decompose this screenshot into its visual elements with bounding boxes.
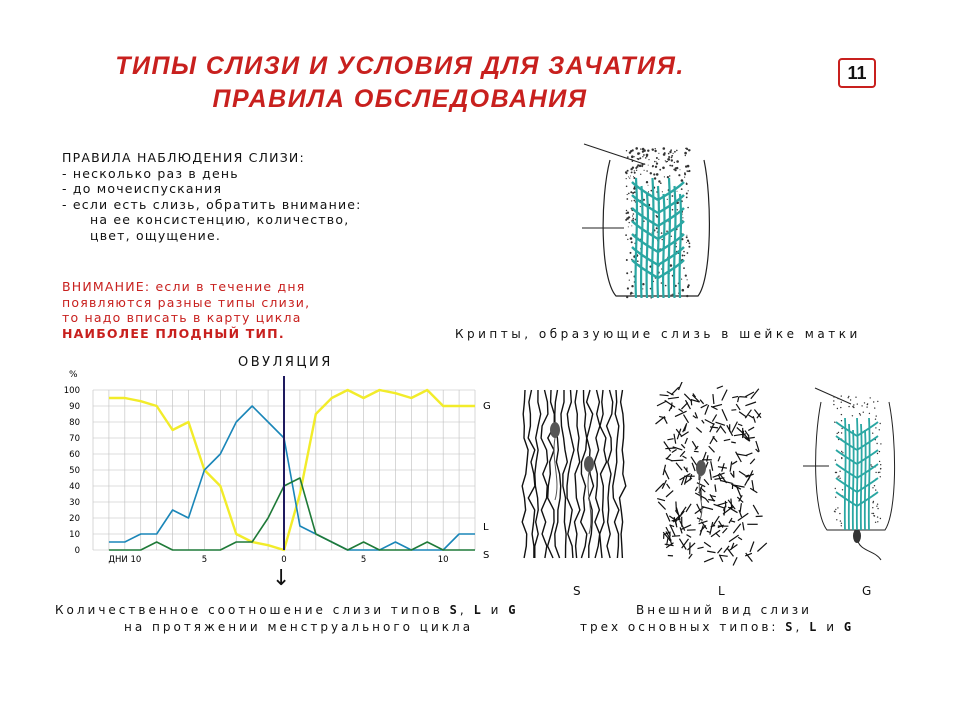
y-tick-label: 80 [69, 418, 80, 428]
mucus-s-drawing [522, 390, 626, 558]
y-tick-label: 60 [69, 450, 80, 460]
mucus-caption-line2 [580, 620, 854, 634]
warning-line: НАИБОЛЕЕ ПЛОДНЫЙ ТИП. [62, 325, 285, 341]
caption-type-l: L [473, 603, 484, 617]
warning-line: появляются разные типы слизи, [62, 294, 311, 310]
caption-comma: , [459, 603, 467, 617]
series-label-g: G [483, 401, 491, 412]
caption-and: и [826, 620, 838, 634]
x-tick-label: ДНИ 10 [108, 555, 142, 565]
caption-text: трех основных типов: [580, 620, 786, 634]
rule-item-continuation: на ее консистенцию, количество, [90, 212, 350, 227]
y-tick-label: 100 [63, 386, 80, 396]
chart-x-ticks [108, 555, 448, 565]
chart-series [109, 376, 475, 550]
mucus-ratio-chart [50, 370, 500, 570]
rules-heading: ПРАВИЛА НАБЛЮДЕНИЯ СЛИЗИ: [62, 150, 305, 165]
ovulation-label: ОВУЛЯЦИЯ [238, 355, 333, 370]
chart-caption-line1 [55, 603, 519, 617]
x-tick-label: 10 [437, 555, 449, 565]
crypt-fingers [632, 178, 684, 298]
chart-series-labels [483, 401, 491, 561]
caption-type-g: G [843, 620, 855, 634]
series-label-s: S [483, 550, 490, 561]
warning-line: ВНИМАНИЕ: если в течение дня [62, 279, 306, 294]
caption-comma: , [795, 620, 803, 634]
x-tick-label: 5 [360, 555, 367, 565]
chart-caption-line2: на протяжении менструального цикла [124, 620, 474, 634]
rule-item: - до мочеиспускания [62, 181, 223, 196]
mucus-label-s: S [573, 584, 581, 598]
caption-type-g: G [508, 603, 519, 617]
x-tick-label: 5 [201, 555, 208, 565]
y-tick-label: 30 [69, 498, 80, 508]
page-number-badge: 11 [838, 58, 876, 88]
rule-item: - несколько раз в день [62, 165, 239, 181]
mucus-types-illustration [515, 382, 905, 572]
cervical-crypts-illustration [578, 138, 728, 308]
y-tick-label: 50 [69, 466, 80, 476]
ovulation-arrow-icon: ↓ [272, 566, 291, 591]
rule-item-continuation: цвет, ощущение. [90, 227, 222, 243]
rule-item: - если есть слизь, обратить внимание: [62, 196, 362, 212]
caption-type-s: S [449, 603, 460, 617]
page-subtitle: ПРАВИЛА ОБСЛЕДОВАНИЯ [212, 85, 588, 113]
mucus-label-g: G [862, 584, 872, 598]
mucus-g-drawing [803, 388, 895, 560]
observation-rules [62, 150, 362, 243]
y-tick-label: 70 [69, 434, 80, 444]
crypt-caption: Крипты, образующие слизь в шейке матки [455, 327, 861, 341]
caption-text: Количественное соотношение слизи типов [55, 603, 450, 617]
x-tick-label: 0 [281, 555, 287, 565]
y-tick-label: 90 [69, 402, 80, 412]
y-axis-unit-label: % [69, 370, 78, 380]
mucus-caption-line1: Внешний вид слизи [636, 603, 812, 617]
y-tick-label: 20 [69, 514, 80, 524]
chart-y-ticks [64, 386, 80, 556]
caption-type-s: S [785, 620, 796, 634]
y-tick-label: 10 [69, 530, 80, 540]
caption-type-l: L [809, 620, 820, 634]
series-label-l: L [483, 522, 489, 533]
series-line-l [109, 406, 475, 550]
warning-line: то надо вписать в карту цикла [62, 310, 302, 325]
series-line-s [109, 478, 475, 550]
page-title: ТИПЫ СЛИЗИ И УСЛОВИЯ ДЛЯ ЗАЧАТИЯ. [115, 52, 685, 80]
y-tick-label: 0 [74, 546, 80, 556]
y-tick-label: 40 [69, 482, 80, 492]
mucus-l-drawing [656, 382, 767, 566]
warning-note [62, 279, 310, 341]
caption-and: и [490, 603, 502, 617]
mucus-label-l: L [718, 584, 725, 598]
